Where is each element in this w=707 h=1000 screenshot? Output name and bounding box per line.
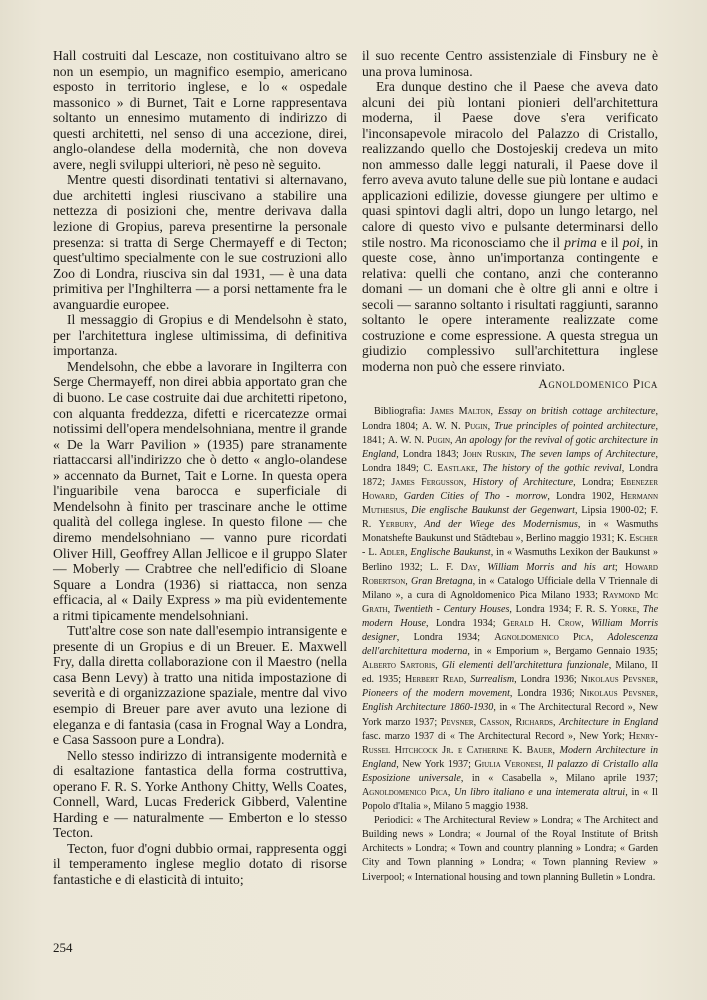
bib-text: ,: [463, 476, 473, 488]
bib-author: Giulia Veronesi: [474, 758, 542, 770]
bib-text: , Londra;: [573, 476, 621, 488]
bib-author: F. R. S. Yorke: [575, 603, 637, 615]
bib-text: , Lipsia 1900-02;: [575, 505, 651, 517]
bib-author: F. R. Yerbury: [362, 505, 658, 531]
bib-author: Agnoldomenico Pica: [362, 787, 448, 799]
bib-text: , Londra 1934;: [426, 617, 503, 629]
bib-text: , in « The Architectural Record », New York marzo 1937;: [362, 702, 658, 728]
bib-title: Architecture in England: [559, 716, 659, 728]
bib-text: , in « Wasmuths Lexikon der Baukunst » Berlino 1932;: [362, 547, 659, 573]
bib-text: ,: [514, 448, 521, 460]
bib-title: The history of the gothic revival: [482, 462, 622, 474]
periodicals: Periodici: « The Architectural Review » Londra; « The Architect and Building news » Londra; « Journal of the Royal Institute of Britsh Architects » Londra; « Town and country planning » Londra; « Garden City and Town planning » Londra; « Town planning Review » Liverpool; « International housing and town planning Bulletin » Londra.: [362, 815, 658, 883]
bib-text: ,: [636, 603, 643, 615]
bib-title: History of Architecture: [472, 476, 574, 488]
bib-text: , Londra 1843;: [396, 448, 463, 460]
paragraph: Mendelsohn, che ebbe a lavorare in Ingilterra con Serge Chermayeff, non direi abbia apportato gran che di buono. Le case costruite dai due architetti ripetono, con alquanta freddezza, difetti e ricercatezze ormai notissimi dell'opera mendelsohniana, mentre il grande « De la Warr Pavilion » (1935) pare stranamente riattaccarsi all'indirizzo che ò detto « anglo-olandese » accennato da Burnet, Tait e Lorne. In questa opera l'inguaribile vena barocca e superficiale di Mendelsohn à finito per trascinare anche le ottime qualità del collega inglese. In questo filone — che diremo mendelsohniano — vanno pure ricordati Oliver Hill, Geoffrey Allan Jellicoe e il gruppo Slater — Moberly — Crabtree che nell'edificio di Sloane Square a Londra (1936) si riattacca, non senza efficacia, al « Daily Express » ma più evidentemente a ritmi tipicamente mendelsohniani.: [53, 358, 347, 623]
bib-label: Bibliografia:: [374, 406, 431, 418]
bib-title: Surrealism: [470, 674, 515, 686]
bib-title: William Morris designer: [362, 617, 659, 643]
page-number: 254: [53, 940, 73, 955]
bib-text: , Londra 1872;: [362, 462, 658, 488]
bib-author: Henry-Russel Hitchcock Jr. e Catherine K. Bauer: [362, 730, 658, 756]
bib-text: , Londra 1902,: [547, 491, 621, 503]
bib-title: Un libro italiano e una intemerata altrui: [454, 787, 626, 799]
emphasis: poi: [622, 234, 640, 250]
bib-title: Englische Baukunst: [410, 547, 491, 559]
bib-text: , in « Emporium », Bergamo Gennaio 1935;: [467, 646, 658, 658]
bibliography: [362, 405, 658, 884]
bib-text: ,: [463, 674, 471, 686]
bib-author: James Fergusson: [391, 476, 464, 488]
bib-title: Garden Cities of Tho - morrow: [403, 491, 548, 503]
bib-title: English Architecture 1860-1930: [362, 702, 494, 714]
bib-title: True principles of pointed architecture: [494, 420, 656, 432]
bib-text: , Londra 1934;: [396, 631, 495, 643]
paragraph: Tutt'altre cose son nate dall'esempio intransigente e presente di un Gropius e di un Breuer. E. Maxwell Fry, dalla diretta collaborazione con il Maestro (nella casa Benn Levy) à tratto una nitida impostazione di severità e di organizzazione spaziale, mentre dal vivo esempio di Breuer pare aver avuto una lezione di eleganza e di fantasia (casa in Frognal Way a Londra, e Casa Sassoon pure a Londra).: [53, 623, 347, 748]
bib-text: ,: [447, 787, 455, 799]
bib-text: , in « Wasmuths Monatshefte Baukunst und Städtebau », Berlino maggio 1931;: [362, 519, 659, 545]
bib-author: L. F. Day: [429, 561, 478, 573]
bib-author: James Malton: [430, 406, 491, 418]
paragraph: [362, 79, 658, 374]
left-column: [53, 48, 347, 888]
text-run: e il: [596, 234, 623, 250]
bib-author: K. Escher - L. Adler: [362, 533, 658, 559]
bib-text: ,: [450, 434, 456, 446]
emphasis: prima: [564, 234, 597, 250]
bib-text: ,: [404, 505, 412, 517]
bib-text: ,: [404, 547, 411, 559]
paragraph: Nello stesso indirizzo di intransigente modernità e di esaltazione fantastica della forma costruttiva, operano F. R. S. Yorke Anthony Chitty, Wells Coates, Connell, Ward, Lucas Frederick Gibberd, Valentine Harding e — naturalmente — Emberton e lo stesso Tecton.: [53, 747, 347, 841]
bib-title: The seven lamps of Architecture: [520, 448, 656, 460]
bib-text: , Londra 1936;: [509, 688, 580, 700]
bib-text: ,: [413, 519, 425, 531]
paragraph: Il messaggio di Gropius e di Mendelsohn è stato, per l'architettura inglese ultimissima, di definitiva importanza.: [53, 312, 347, 359]
bib-text: ,: [655, 674, 659, 686]
bibliography-entries: [362, 405, 658, 814]
bib-title: William Morris and his art: [487, 561, 615, 573]
bib-title: Gli elementi dell'architettura funzionale: [441, 660, 609, 672]
bib-text: , Londra 1849;: [362, 448, 658, 474]
bib-text: , 1841;: [362, 420, 659, 446]
bib-text: ;: [614, 561, 626, 573]
bib-text: ,: [435, 660, 442, 672]
bib-author: A. W. N. Pugin: [422, 420, 488, 432]
bib-text: ,: [490, 406, 498, 418]
paragraph: il suo recente Centro assistenziale di Finsbury ne è una prova luminosa.: [362, 48, 658, 79]
bib-text: ,: [590, 631, 608, 643]
bib-text: ,: [405, 575, 411, 587]
bib-text: , in « Catalogo Ufficiale della V Triennale di Milano », a cura di Agnoldomenico Pica Milano 1933;: [362, 575, 658, 601]
bib-author: Herbert Read: [404, 674, 464, 686]
bib-text: , New York 1937;: [396, 758, 475, 770]
bib-title: And der Wiege des Modernismus: [424, 519, 578, 531]
bib-author: Alberto Sartoris: [362, 660, 436, 672]
paragraph: Tecton, fuor d'ogni dubbio ormai, rappresenta oggi il temperamento inglese meglio dotato di risorse fantastiche e di elasticità di intuito;: [53, 840, 347, 887]
bib-title: An apology for the revival of gotic architecture in England: [362, 434, 659, 460]
bib-text: , Londra 1934;: [509, 603, 576, 615]
bib-title: Gran Bretagna: [410, 575, 473, 587]
bib-title: Modern Architecture in England: [362, 744, 658, 770]
bib-text: , in « Il Popolo d'Italia », Milano 5 maggio 1938.: [362, 787, 658, 813]
bib-text: ,: [581, 617, 592, 629]
bib-title: Il palazzo di Cristallo alla Esposizione universale: [362, 758, 659, 784]
bib-text: ,: [487, 420, 495, 432]
text-run: , in queste cose, ànno un'importanza contingente e relativa: quelli che contano, anzi che conteranno domani — un domani che è oltre gli anni e oltre i secoli — saranno soltanto i risultati raggiunti, saranno soltanto le opere interamente realizzate come costruzione e come espressione. A questa stregua un giudizio complessivo sull'architettura inglese moderna non può che essere rinviato.: [362, 234, 658, 374]
bib-author: A. W. N. Pugin: [387, 434, 451, 446]
bib-title: Die englische Baukunst der Gegenwart: [411, 505, 575, 517]
bib-text: , Milano, II ed. 1935;: [362, 660, 658, 686]
bib-text: ,: [387, 603, 394, 615]
bib-author: Pevsner, Casson, Richards: [440, 716, 553, 728]
bib-author: Ebenezer Howard: [362, 476, 659, 503]
bib-text: ,: [552, 716, 560, 728]
bib-text: ,: [475, 462, 483, 474]
paragraph: Hall costruiti dal Lescaze, non costituivano altro se non un esempio, un magnifico esempio, americano esposto in territorio inglese, e lo « ospedale massonico » di Burnet, Tait e Lorne rappresentava soltanto un ennesimo mutamento di indirizzo di questi architetti, nel senso di una accezione, direi, anglo-olandese della modernità, che non doveva avere, negli sviluppi ulteriori, nè peso nè seguito.: [53, 48, 347, 172]
bib-text: ,: [477, 561, 488, 573]
bib-title: Twentieth - Century Houses: [393, 603, 510, 615]
bib-title: The modern House: [362, 603, 659, 629]
bib-author: Hermann Muthesius: [362, 491, 659, 517]
bib-text: ,: [655, 688, 659, 700]
bib-title: Pioneers of the modern movement: [362, 688, 510, 700]
bib-title: Essay on british cottage architecture: [497, 406, 656, 418]
author-signature: Agnoldomenico Pica: [538, 376, 658, 392]
bib-author: Nikolaus Pevsner: [579, 688, 656, 700]
bib-text: , Londra 1804;: [362, 406, 659, 432]
bib-text: fasc. marzo 1937 di « The Architectural Record », New York;: [362, 730, 629, 742]
bib-author: John Ruskin: [462, 448, 515, 460]
bib-title: Adolescenza dell'architettura moderna: [362, 631, 658, 658]
right-column: [362, 48, 658, 885]
bib-text: ,: [552, 744, 560, 756]
bib-text: ,: [394, 491, 404, 503]
bib-author: C. Eastlake: [423, 462, 476, 474]
bib-text: , Londra 1936;: [514, 674, 581, 686]
bib-author: Howard Robertson: [362, 561, 658, 587]
bib-author: Raymond Mc Grath: [362, 589, 658, 615]
bib-author: Gerald H. Crow: [502, 617, 582, 629]
text-run: Era dunque destino che il Paese che aveva dato alcuni dei più lontani pionieri dell'architettura moderna, il Paese dove s'era verificato l'inconsapevole miracolo del Palazzo di Cristallo, realizzando quello che Dostojeskij credeva un mito non ammesso dalle leggi naturali, il Paese dove il ferro aveva avuto talune delle sue più lontane e audaci applicazioni edilizie, dovesse giungere per ultimo e quasi spintovi dagli altri, dopo un lungo letargo, nel calore di questo vivo e pulsante determinarsi dello stile nostro. Ma riconosciamo che il: [362, 79, 658, 250]
paragraph: Mentre questi disordinati tentativi si alternavano, due architetti inglesi riuscivano a stabilire una nettezza di posizioni che, mentre derivava dalla lezione di Gropius, pareva presentirne la personale presenza: si tratta di Serge Chermayeff e di Tecton; quest'ultimo specialmente con le sue costruzioni allo Zoo di Londra, riusciva sin dal 1931, — è una data primitiva per l'Inghilterra — a porsi nettamente fra le avanguardie europee.: [53, 172, 347, 312]
bib-text: ,: [541, 758, 548, 770]
bib-author: Nikolaus Pevsner: [580, 674, 656, 686]
bib-author: Agnoldomenico Pica: [494, 631, 591, 643]
bib-text: , in « Casabella », Milano aprile 1937;: [460, 772, 658, 784]
